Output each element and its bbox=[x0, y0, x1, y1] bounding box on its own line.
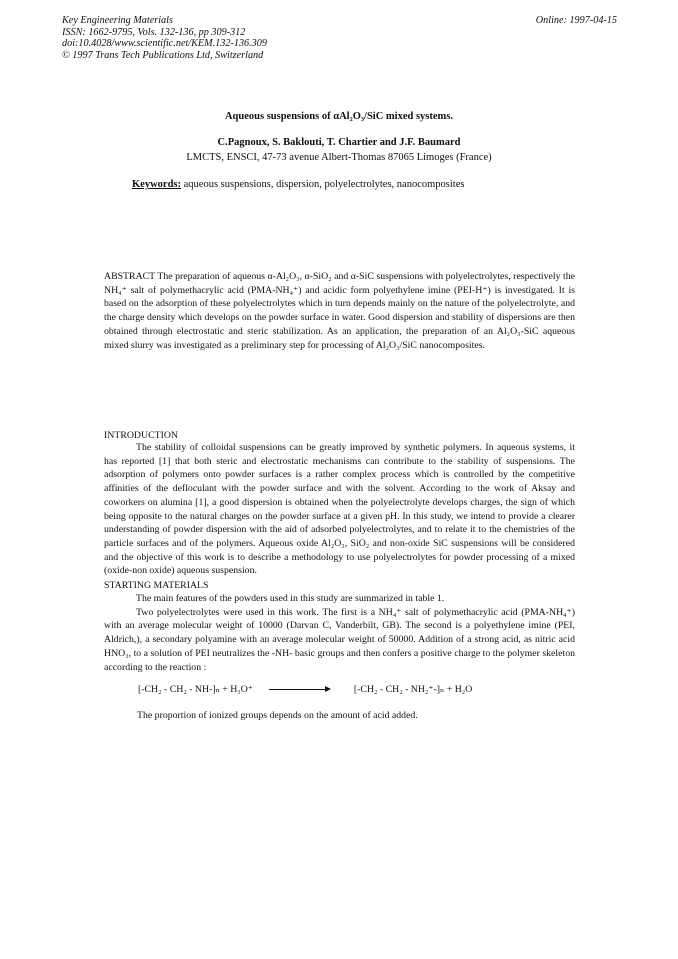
reaction-arrow-icon bbox=[269, 689, 329, 690]
affiliation: LMCTS, ENSCI, 47-73 avenue Albert-Thomas 87065 Limoges (France) bbox=[186, 152, 492, 163]
online-date: Online: 1997-04-15 bbox=[535, 15, 617, 26]
starting-materials-para1: The main features of the powders used in this study are summarized in table 1. bbox=[136, 593, 445, 604]
introduction-heading: INTRODUCTION bbox=[104, 430, 179, 441]
doi-line: doi:10.4028/www.scientific.net/KEM.132-136.309 bbox=[62, 38, 267, 50]
reaction-equation bbox=[138, 684, 472, 695]
introduction bbox=[104, 441, 575, 578]
journal-name: Key Engineering Materials bbox=[62, 15, 173, 26]
keywords bbox=[132, 179, 464, 190]
keywords-text: aqueous suspensions, dispersion, polyelectrolytes, nanocomposites bbox=[181, 179, 465, 190]
copyright-line: © 1997 Trans Tech Publications Ltd, Switzerland bbox=[62, 49, 264, 61]
reaction-note: The proportion of ionized groups depends on the amount of acid added. bbox=[137, 710, 418, 721]
abstract bbox=[104, 270, 575, 352]
abstract-text: ABSTRACT The preparation of aqueous α-Al₂O₃, α-SiO₂ and α-SiC suspensions with polyelectrolytes, respectively the NH₄⁺ salt of polymethacrylic acid (PMA-NH₄⁺) and acidic form polyethylene imine (PEI-H⁺) is investigated. It is based on the adsorption of these polyelectrolytes which in turn depends mainly on the nature of the polyelectrolyte, and the charge density which develops on the powder surface in water. Good dispersion and stability of dispersions are then obtained through electrostatic and steric stabilization. As an application, the preparation of an Al₂O₃-SiC aqueous mixed slurry was investigated as a preliminary step for processing of Al₂O₃/SiC nanocomposites. bbox=[104, 271, 575, 351]
starting-materials bbox=[104, 592, 575, 674]
issn-line: ISSN: 1662-9795, Vols. 132-136, pp 309-312 bbox=[62, 26, 246, 38]
paper-title: Aqueous suspensions of αAl₂O₃/SiC mixed systems. bbox=[224, 111, 454, 122]
keywords-label: Keywords: bbox=[132, 179, 181, 190]
reaction-right: [-CH₂ - CH₂ - NH₂⁺-]ₙ + H₂O bbox=[353, 684, 473, 695]
starting-materials-heading: STARTING MATERIALS bbox=[104, 580, 209, 591]
reaction-left: [-CH₂ - CH₂ - NH-]ₙ + H₃O⁺ bbox=[138, 684, 253, 695]
starting-materials-para2: Two polyelectrolytes were used in this work. The first is a NH₄⁺ salt of polymethacrylic acid (PMA-NH₄⁺) with an average molecular weight of 10000 (Darvan C, Vanderbilt, GB). The second is a polyethylene imine (PEI, Aldrich,), a secondary polyamine with an average molecular weight of 50000. Addition of a strong acid, as nitric acid HNO₃, to a solution of PEI neutralizes the -NH- basic groups and then confers a positive charge to the polymer skeleton according to the reaction : bbox=[104, 606, 575, 673]
authors: C.Pagnoux, S. Baklouti, T. Chartier and J.F. Baumard bbox=[217, 137, 461, 148]
introduction-text: The stability of colloidal suspensions can be greatly improved by synthetic polymers. In aqueous systems, it has reported [1] that both steric and electrostatic mechanisms can contribute to the stability of suspensions. The adsorption of polymers onto powder surfaces is a rather complex process which is controlled by the competitive affinities of the defloculant with the powder surface and with the solvent. According to the work of Aksay and coworkers on alumina [1], a good dispersion is obtained when the polyelectrolyte develops charges, the sign of which being opposite to the natural charges on the powder surface at a given pH. In this study, we intend to provide a clearer understanding of powder dispersion with the aid of adsorbed polyelectrolytes, and to relate it to the chemistries of the particle surfaces and of the polymers. Aqueous oxide Al₂O₃, SiO₂ and non-oxide SiC suspensions will be considered and the objective of this work is to describe a methodology to use polyelectrolytes for powder processing of a mixed (oxide-non oxide) aqueous suspension. bbox=[104, 442, 575, 577]
journal-metadata bbox=[62, 15, 267, 61]
